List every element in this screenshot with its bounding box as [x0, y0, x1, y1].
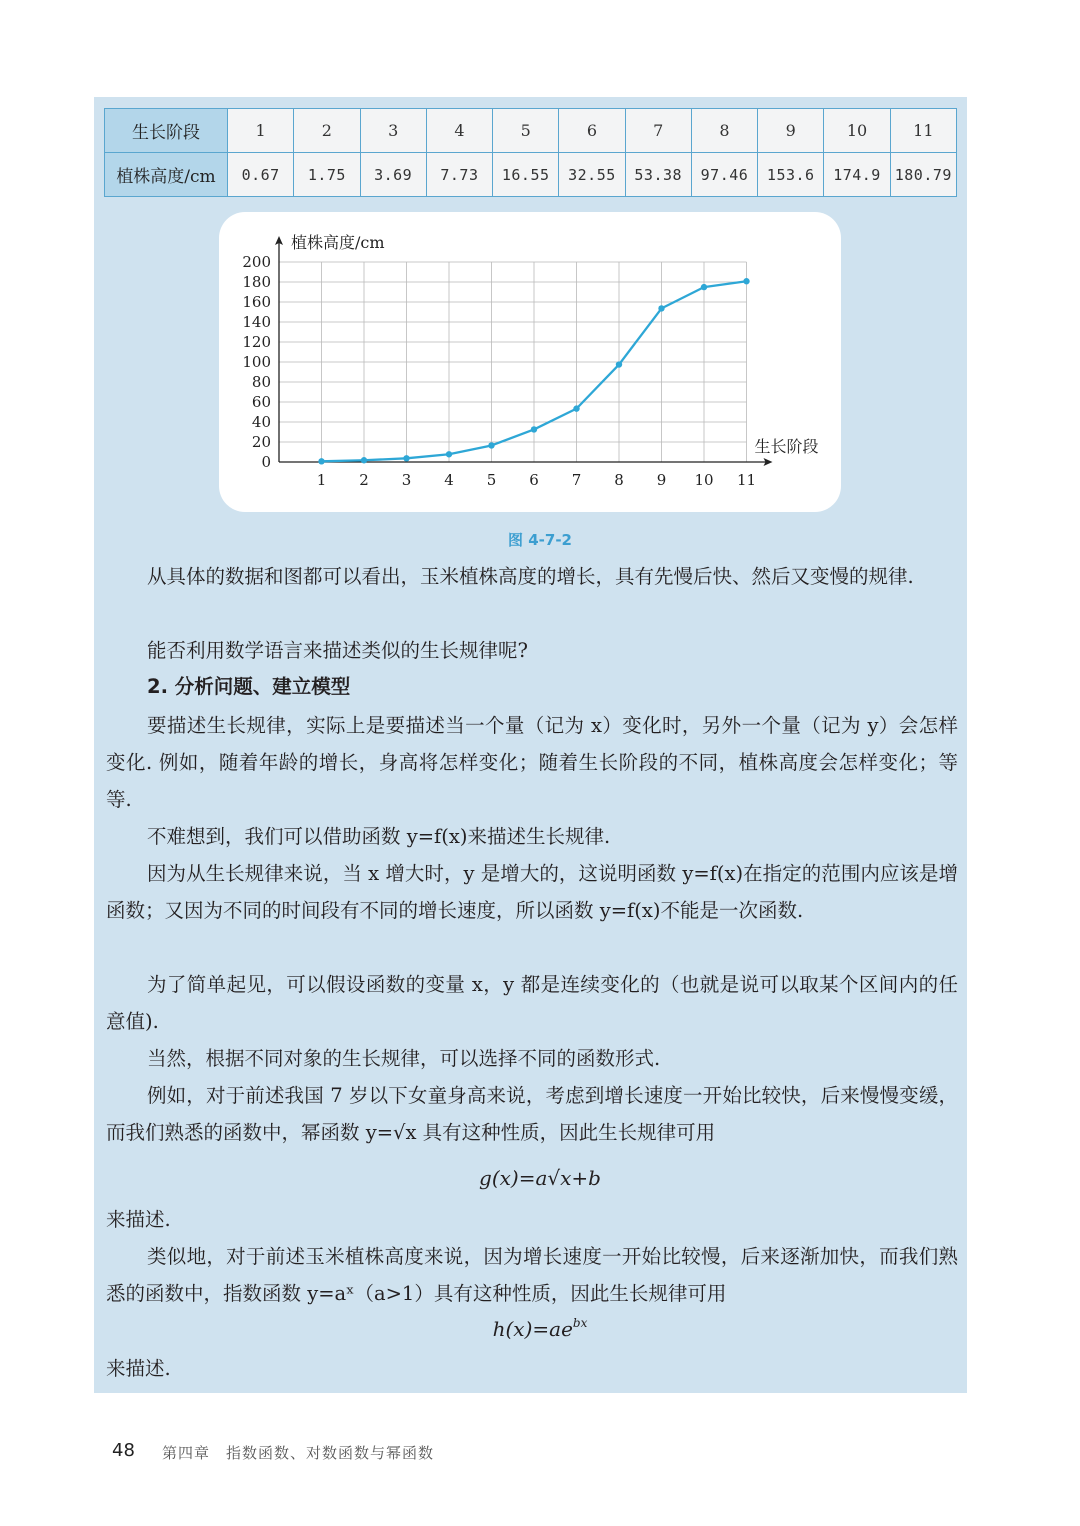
table-cell: 10: [824, 109, 890, 153]
paragraph: 来描述.: [106, 1357, 171, 1380]
table-cell: 180.79: [890, 153, 956, 197]
x-tick-label: 7: [571, 471, 582, 489]
table-cell: 9: [758, 109, 824, 153]
table-cell: 32.55: [559, 153, 625, 197]
table-cell: 1.75: [294, 153, 360, 197]
x-tick-label: 11: [736, 471, 757, 489]
y-tick-label: 80: [251, 373, 271, 391]
y-axis-label: 植株高度/cm: [291, 233, 385, 252]
table-cell: 3: [360, 109, 426, 153]
data-point: [658, 305, 664, 311]
table-cell: 174.9: [824, 153, 890, 197]
paragraph: 不难想到，我们可以借助函数 y=f(x)来描述生长规律.: [147, 825, 611, 848]
paragraph: 因为从生长规律来说，当 x 增大时，y 是增大的，这说明函数 y=f(x)在指定的范围内应该是增函数；又因为不同的时间段有不同的增长速度，所以函数 y=f(x)不能是一次函数.: [106, 862, 958, 922]
section-heading: 2. 分析问题、建立模型: [147, 675, 351, 698]
paragraph: 能否利用数学语言来描述类似的生长规律呢?: [147, 639, 528, 662]
table-row: [105, 109, 957, 153]
table-cell: 8: [691, 109, 757, 153]
table-cell: 6: [559, 109, 625, 153]
x-tick-label: 9: [656, 471, 667, 489]
data-point: [361, 457, 367, 463]
y-tick-label: 140: [242, 313, 271, 331]
paragraph: 为了简单起见，可以假设函数的变量 x，y 都是连续变化的（也就是说可以取某个区间内的任意值).: [106, 973, 958, 1033]
x-tick-label: 3: [401, 471, 412, 489]
y-tick-label: 0: [261, 453, 271, 471]
x-tick-label: 4: [444, 471, 454, 489]
table-row: [105, 153, 957, 197]
y-tick-label: 160: [242, 293, 271, 311]
y-tick-label: 120: [242, 333, 271, 351]
paragraph: 例如，对于前述我国 7 岁以下女童身高来说，考虑到增长速度一开始比较快，后来慢慢变缓，而我们熟悉的函数中，幂函数 y=√x 具有这种性质，因此生长规律可用: [106, 1084, 958, 1144]
y-tick-label: 20: [251, 433, 271, 451]
data-point: [403, 455, 409, 461]
table-cell: 7.73: [426, 153, 492, 197]
x-tick-label: 6: [529, 471, 539, 489]
table-cell: 153.6: [758, 153, 824, 197]
table-cell: 7: [625, 109, 691, 153]
formula-h-exponent: bx: [572, 1316, 588, 1330]
x-axis-label: 生长阶段: [754, 437, 819, 456]
data-point: [531, 426, 537, 432]
x-tick-label: 2: [359, 471, 369, 489]
table-cell: 2: [294, 109, 360, 153]
x-tick-label: 5: [486, 471, 497, 489]
chart-card: [219, 212, 841, 512]
data-point: [488, 442, 494, 448]
chapter-title: 第四章 指数函数、对数函数与幂函数: [162, 1444, 435, 1462]
page-number: 48: [112, 1440, 135, 1461]
data-point: [573, 405, 579, 411]
formula-g: g(x)=a√x+b: [479, 1166, 601, 1190]
paragraph: 从具体的数据和图都可以看出，玉米植株高度的增长，具有先慢后快、然后又变慢的规律.: [147, 565, 914, 588]
table-cell: 16.55: [493, 153, 559, 197]
data-point: [743, 278, 749, 284]
table-header-cell: 生长阶段: [105, 109, 228, 153]
paragraph: 来描述.: [106, 1208, 171, 1231]
paragraph: 要描述生长规律，实际上是要描述当一个量（记为 x）变化时，另外一个量（记为 y）会怎样变化. 例如，随着年龄的增长，身高将怎样变化；随着生长阶段的不同，植株高度会怎样变化；等等.: [106, 714, 958, 811]
x-tick-label: 10: [694, 471, 714, 489]
table-cell: 3.69: [360, 153, 426, 197]
paragraph: 当然，根据不同对象的生长规律，可以选择不同的函数形式.: [147, 1047, 661, 1070]
data-point: [616, 361, 622, 367]
table-cell: 97.46: [691, 153, 757, 197]
growth-line-chart: [219, 212, 841, 512]
table-cell: 4: [426, 109, 492, 153]
data-point: [701, 284, 707, 290]
table-cell: 1: [228, 109, 294, 153]
data-point: [318, 458, 324, 464]
x-tick-label: 8: [614, 471, 624, 489]
formula-h-base: h(x)=ae: [492, 1317, 573, 1341]
y-tick-label: 100: [242, 353, 271, 371]
data-point: [446, 451, 452, 457]
table-cell: 11: [890, 109, 956, 153]
table-cell: 0.67: [228, 153, 294, 197]
table-cell: 53.38: [625, 153, 691, 197]
y-tick-label: 180: [242, 273, 271, 291]
y-tick-label: 40: [251, 413, 271, 431]
y-tick-label: 200: [242, 253, 271, 271]
figure-caption: 图 4-7-2: [508, 531, 572, 549]
y-tick-label: 60: [251, 393, 271, 411]
table-header-cell: 植株高度/cm: [105, 153, 228, 197]
growth-data-table: [104, 108, 957, 197]
x-tick-label: 1: [316, 471, 327, 489]
paragraph: 类似地，对于前述玉米植株高度来说，因为增长速度一开始比较慢，后来逐渐加快，而我们熟悉的函数中，指数函数 y=aˣ（a>1）具有这种性质，因此生长规律可用: [106, 1245, 958, 1305]
formula-h: [0, 1316, 1080, 1341]
table-cell: 5: [493, 109, 559, 153]
